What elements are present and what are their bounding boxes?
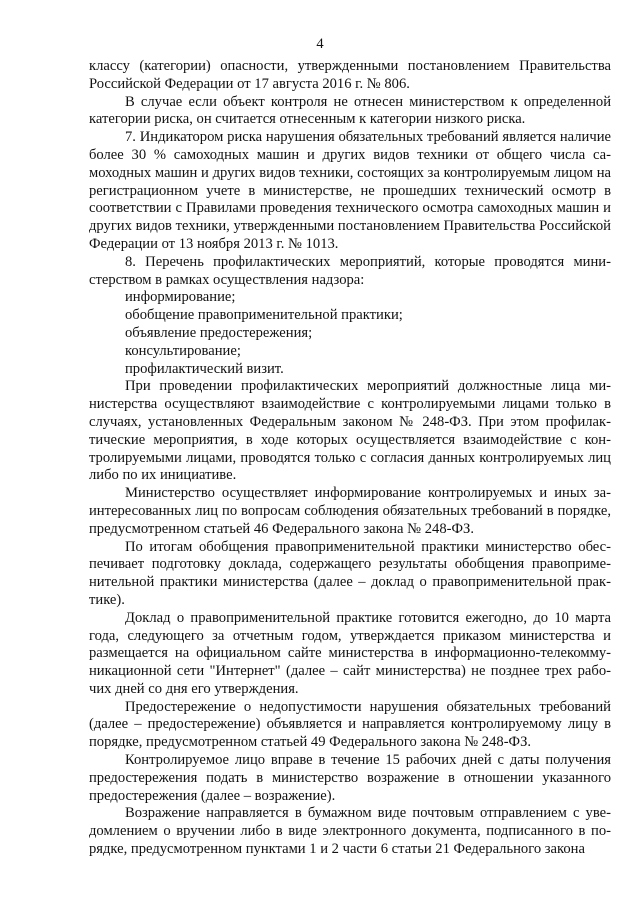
paragraph-continuation: классу (категории) опасности, утвержденными постановлением Правительства Российской Федерации от 17 августа 2016 г. № 806. [89, 58, 611, 92]
list-item: профилактический визит. [125, 360, 284, 377]
paragraph-report-publication: Доклад о правоприменительной практике готовится ежегодно, до 10 марта года, следующего за отчетным годом, утверждается приказом министерства и размещается на официальном сайте министерства в информационно-телекоммуникационной сети "Интернет" (далее – сайт министерства) не позднее трех рабочих дней со дня его утверждения. [89, 609, 611, 697]
page-number: 4 [316, 36, 324, 52]
paragraph-interaction: При проведении профилактических мероприятий должностные лица министерства осуществляют взаимодействие с контролируемыми лицами только в случаях, установленных Федеральным законом № 248-ФЗ. При этом профилактические мероприятия, в ходе которых осуществляется взаимодействие с контролируемыми лицами, проводятся только с согласия данных контролируемых лиц либо по их инициативе. [89, 378, 611, 484]
list-item: обобщение правоприменительной практики; [125, 307, 403, 324]
list-item: объявление предостережения; [125, 324, 313, 341]
paragraph-risk-category-default: В случае если объект контроля не отнесен министерством к определенной категории риска, он считается отнесенным к категории низкого риска. [89, 93, 611, 128]
paragraph-informing: Министерство осуществляет информирование контролируемых и иных заинтересованных лиц по вопросам соблюдения обязательных требований в порядке, предусмотренном статьей 46 Федерального закона № 248-ФЗ. [89, 485, 611, 537]
paragraph-practice-report: По итогам обобщения правоприменительной практики министерство обеспечивает подготовку доклада, содержащего результаты обобщения правоприменительной практики министерства (далее – доклад о правоприменительной практике). [89, 538, 611, 608]
measures-list [89, 289, 611, 378]
paragraph-measures-intro: 8. Перечень профилактических мероприятий, которые проводятся министерством в рамках осуществления надзора: [89, 253, 611, 288]
paragraph-risk-indicator: 7. Индикатором риска нарушения обязательных требований является наличие более 30 % самоходных машин и других видов техники от общего числа самоходных машин и других видов техники, состоящих за контролируемым лицом на регистрационном учете в министерстве, не прошедших технический осмотр в соответствии с Правилами проведения технического осмотра самоходных машин и других видов техники, утвержденными постановлением Правительства Российской Федерации от 13 ноября 2013 г. № 1013. [89, 129, 611, 252]
list-item: информирование; [125, 289, 236, 306]
paragraph-warning: Предостережение о недопустимости нарушения обязательных требований (далее – предостережение) объявляется и направляется контролируемому лицу в порядке, предусмотренном статьей 49 Федерального закона № 248-ФЗ. [89, 698, 611, 751]
list-item: консультирование; [125, 342, 241, 359]
paragraph-objection-right: Контролируемое лицо вправе в течение 15 рабочих дней с даты получения предостережения подать в министерство возражение в отношении указанного предостережения (далее – возражение). [89, 752, 611, 804]
paragraph-objection-delivery: Возражение направляется в бумажном виде почтовым отправлением с уведомлением о вручении либо в виде электронного документа, подписанного в порядке, предусмотренном пунктами 1 и 2 части 6 статьи 21 Федерального закона [89, 805, 611, 858]
document-body [89, 58, 611, 859]
